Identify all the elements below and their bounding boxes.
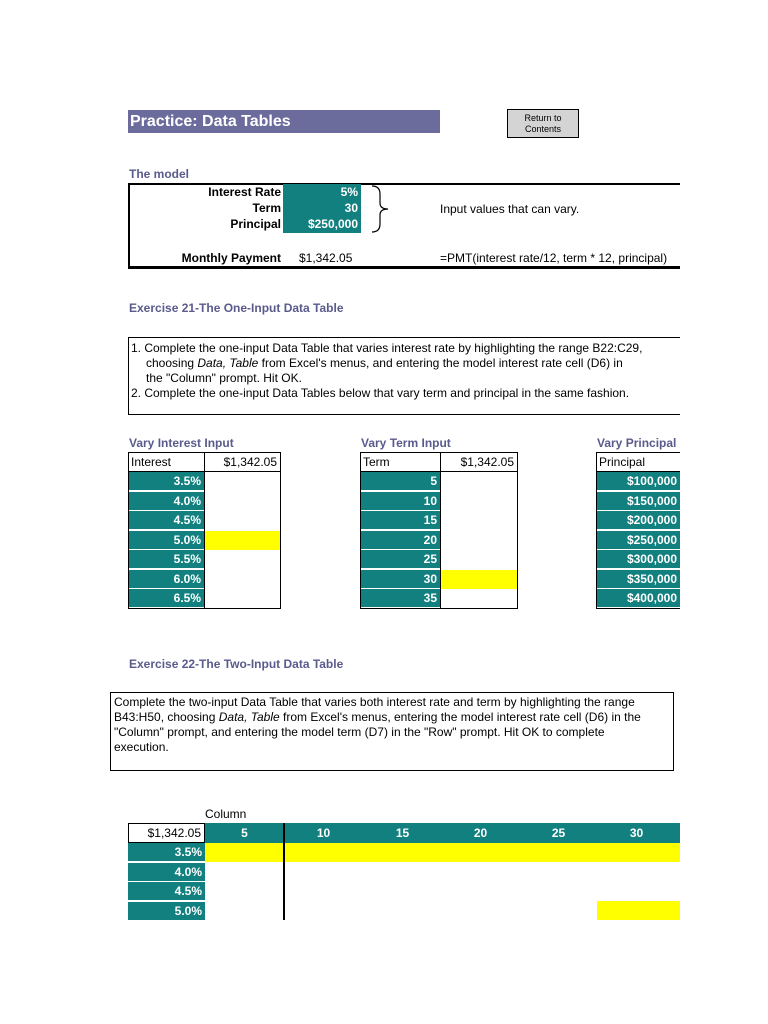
vary-term-title: Vary Term Input — [361, 436, 451, 450]
vary-term-row-label[interactable]: 10 — [361, 492, 440, 511]
ex21-line-4: 2. Complete the one-input Data Tables below that vary term and principal in the same fashion. — [131, 386, 630, 400]
vary-interest-row-label[interactable]: 4.0% — [129, 492, 204, 511]
vary-term-row-result[interactable] — [441, 589, 517, 608]
vary-interest-header-value[interactable]: $1,342.05 — [223, 455, 277, 469]
vary-term-row-label[interactable]: 35 — [361, 589, 440, 608]
column-label: Column — [205, 807, 247, 821]
two-input-row-header[interactable]: 3.5% — [128, 843, 205, 862]
interest-rate-cell[interactable]: 5% — [340, 185, 358, 199]
vary-term-row-label[interactable]: 30 — [361, 570, 440, 589]
model-bottom-border — [128, 266, 680, 269]
vary-principal-row-label[interactable]: $200,000 — [597, 511, 680, 530]
vary-principal-row-label[interactable]: $400,000 — [597, 589, 680, 608]
two-input-row-header[interactable]: 4.5% — [128, 882, 205, 901]
two-input-corner-cell[interactable]: $1,342.05 — [128, 823, 205, 843]
ex21-box-top — [128, 337, 680, 338]
vary-term-header-value[interactable]: $1,342.05 — [460, 455, 514, 469]
vary-principal-row-label[interactable]: $250,000 — [597, 531, 680, 550]
interest-rate-label: Interest Rate — [208, 185, 281, 199]
input-note: Input values that can vary. — [440, 202, 580, 216]
vary-term-row-label[interactable]: 15 — [361, 511, 440, 530]
ex21-line-1: 1. Complete the one-input Data Table that varies interest rate by highlighting the range B22:C29, — [131, 341, 643, 355]
vary-interest-row-result[interactable] — [205, 550, 280, 569]
two-input-cell-highlight[interactable] — [597, 901, 680, 920]
vary-interest-header-label: Interest — [131, 455, 172, 469]
principal-label: Principal — [230, 217, 281, 231]
term-cell[interactable]: 30 — [344, 201, 358, 215]
vary-term-row-result[interactable] — [441, 570, 517, 589]
vary-term-row-result[interactable] — [441, 511, 517, 530]
ex22-line-3: "Column" prompt, and entering the model term (D7) in the "Row" prompt. Hit OK to complete — [114, 725, 605, 739]
ex22-line-4: execution. — [114, 740, 169, 754]
two-input-col-header[interactable]: 20 — [473, 826, 488, 840]
vary-interest-row-result[interactable] — [205, 511, 280, 530]
vary-principal-row-label[interactable]: $300,000 — [597, 550, 680, 569]
vary-term-row-result[interactable] — [441, 492, 517, 511]
return-to-contents-button[interactable] — [507, 109, 579, 138]
ex22-line-1: Complete the two-input Data Table that varies both interest rate and term by highlighting the range — [114, 695, 635, 709]
vary-interest-row-label[interactable]: 3.5% — [129, 472, 204, 491]
two-input-col-header[interactable]: 15 — [395, 826, 410, 840]
two-input-col-header[interactable]: 5 — [241, 826, 248, 840]
two-input-row-header[interactable]: 4.0% — [128, 863, 205, 882]
two-input-col-header[interactable]: 30 — [629, 826, 644, 840]
term-label: Term — [252, 201, 281, 215]
vary-term-row-result[interactable] — [441, 531, 517, 550]
exercise-21-instructions — [131, 341, 679, 401]
vary-term-row-result[interactable] — [441, 472, 517, 491]
vary-interest-row-result[interactable] — [205, 589, 280, 608]
ex21-line-3: the "Column" prompt. Hit OK. — [146, 371, 302, 385]
ex21-line-2: choosing Data, Table from Excel's menus, and entering the model interest rate cell (D6) in — [146, 356, 623, 370]
vary-term-row-label[interactable]: 25 — [361, 550, 440, 569]
page-title: Practice: Data Tables — [128, 110, 440, 133]
vary-term-row-label[interactable]: 5 — [361, 472, 440, 491]
vary-interest-row-result[interactable] — [205, 570, 280, 589]
vary-interest-row-label[interactable]: 6.5% — [129, 589, 204, 608]
two-input-row-header[interactable]: 5.0% — [128, 902, 205, 921]
vary-interest-row-label[interactable]: 6.0% — [129, 570, 204, 589]
exercise-21-heading: Exercise 21-The One-Input Data Table — [129, 301, 344, 315]
two-input-col-header[interactable]: 10 — [316, 826, 331, 840]
exercise-22-instructions — [110, 692, 674, 771]
model-labels — [130, 184, 281, 232]
vary-interest-row-label[interactable]: 5.0% — [129, 531, 204, 550]
payment-formula: =PMT(interest rate/12, term * 12, principal) — [440, 251, 668, 265]
principal-cell[interactable]: $250,000 — [307, 217, 358, 231]
ex22-line-2: B43:H50, choosing Data, Table from Excel's menus, entering the model interest rate cell (D6) in the — [114, 710, 641, 724]
vary-principal-row-label[interactable]: $100,000 — [597, 472, 680, 491]
monthly-payment-label: Monthly Payment — [181, 251, 281, 265]
vary-interest-row-result[interactable] — [205, 472, 280, 491]
two-input-divider — [283, 823, 285, 920]
vary-principal-title: Vary Principal — [597, 436, 677, 450]
vary-interest-row-result[interactable] — [205, 492, 280, 511]
vary-term-row-result[interactable] — [441, 550, 517, 569]
model-heading: The model — [129, 167, 190, 181]
ex21-box-bottom — [128, 414, 680, 415]
vary-interest-row-label[interactable]: 5.5% — [129, 550, 204, 569]
vary-interest-row-label[interactable]: 4.5% — [129, 511, 204, 530]
model-input-cells[interactable] — [283, 184, 361, 233]
return-button-label: Return to Contents — [524, 113, 562, 134]
vary-interest-title: Vary Interest Input — [129, 436, 234, 450]
ex21-box-left — [128, 337, 129, 415]
vary-principal-row-label[interactable]: $350,000 — [597, 570, 680, 589]
vary-interest-row-result[interactable] — [205, 531, 280, 550]
vary-principal-row-label[interactable]: $150,000 — [597, 492, 680, 511]
curly-brace-icon — [368, 184, 392, 234]
monthly-payment-value[interactable]: $1,342.05 — [299, 251, 353, 265]
vary-principal-header-label: Principal — [599, 455, 646, 469]
two-input-col-header[interactable]: 25 — [551, 826, 566, 840]
two-input-first-row-highlight[interactable] — [205, 843, 680, 862]
vary-term-header-label: Term — [363, 455, 390, 469]
exercise-22-heading: Exercise 22-The Two-Input Data Table — [129, 657, 344, 671]
vary-term-row-label[interactable]: 20 — [361, 531, 440, 550]
